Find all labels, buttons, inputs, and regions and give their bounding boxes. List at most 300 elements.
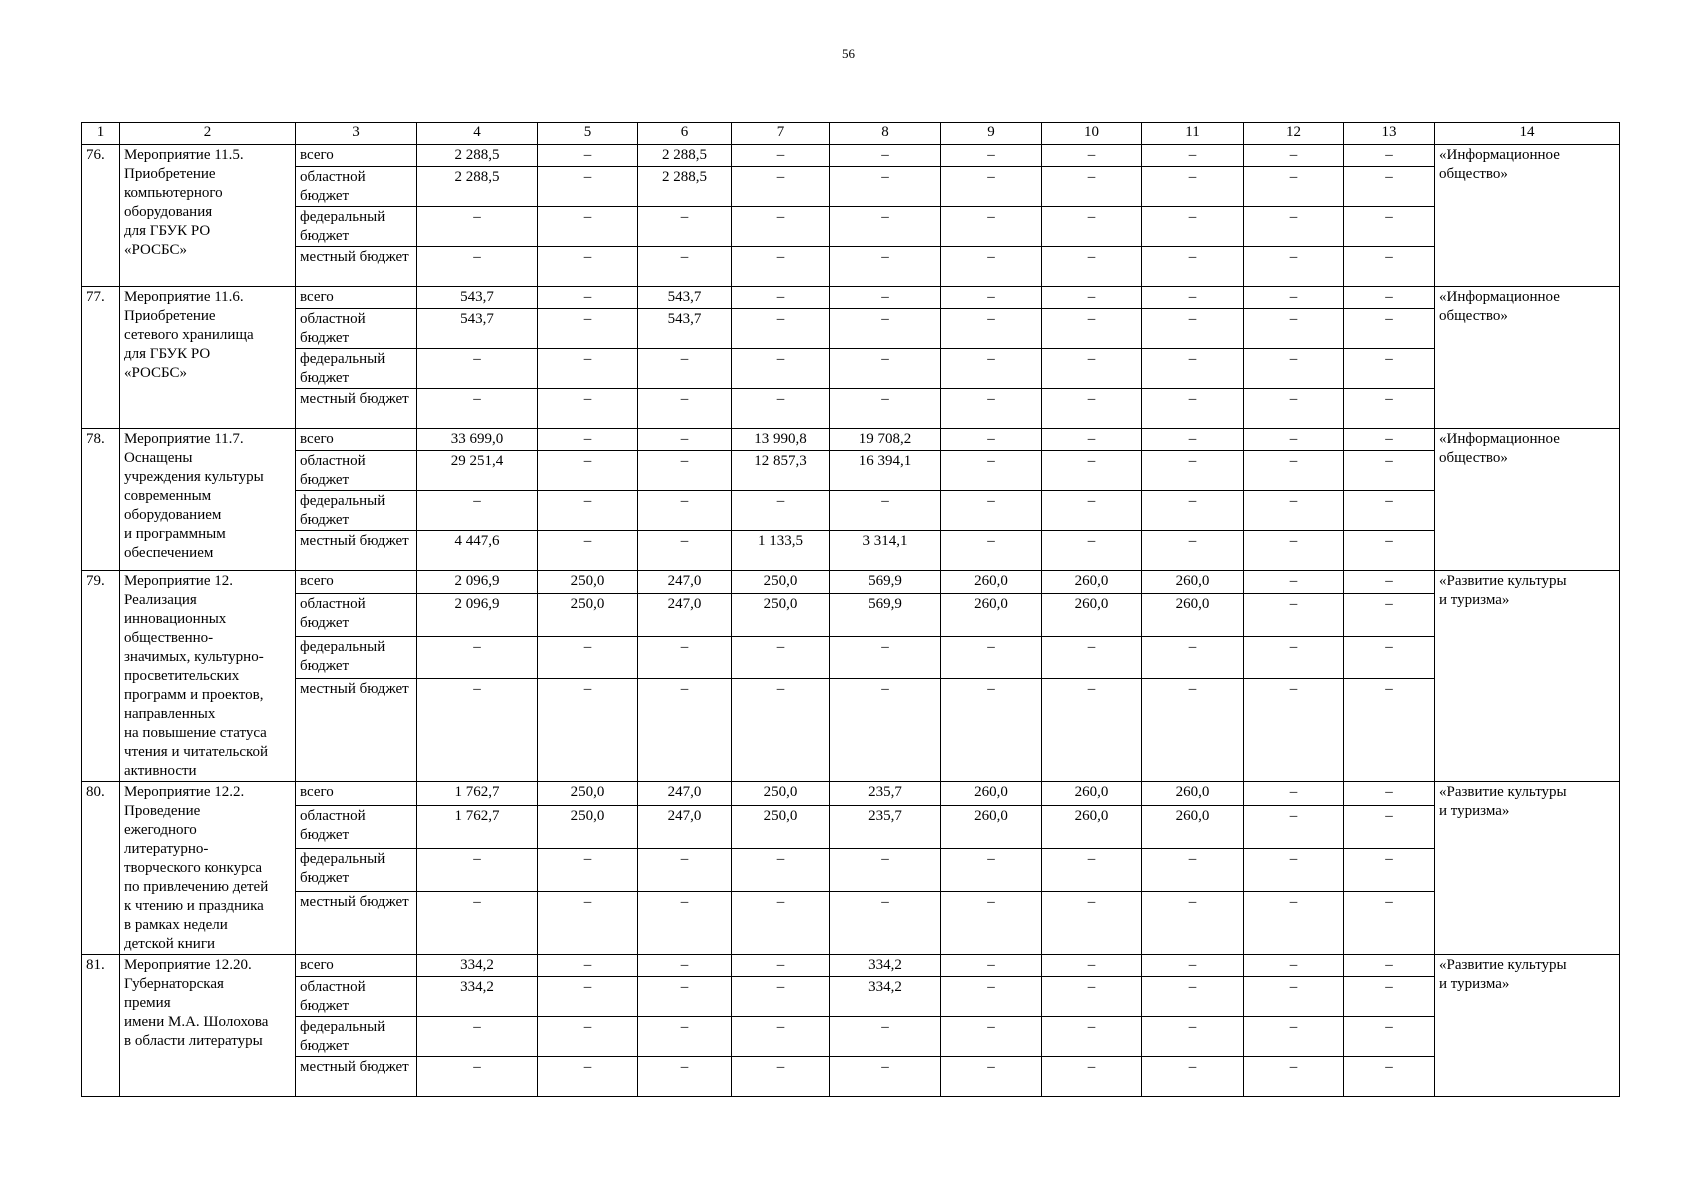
value-cell: – [1142,891,1244,954]
table-row [82,679,1620,782]
value-cell: – [1244,287,1344,309]
value-cell: – [538,167,638,207]
value-cell: 2 288,5 [417,167,538,207]
funding-source: местный бюджет [296,531,417,571]
value-cell: – [1344,207,1435,247]
value-cell: – [1142,167,1244,207]
value-cell: – [1244,977,1344,1017]
value-cell: 235,7 [830,805,941,848]
value-cell: – [1344,287,1435,309]
value-cell: – [941,891,1042,954]
value-cell: – [1244,805,1344,848]
value-cell: – [538,848,638,891]
value-cell: – [732,977,830,1017]
table-row [82,145,1620,167]
row-number: 80. [82,782,120,955]
value-cell: – [1142,636,1244,678]
value-cell: – [830,848,941,891]
value-cell: 2 288,5 [638,145,732,167]
value-cell: – [1244,247,1344,287]
value-cell: 247,0 [638,782,732,806]
value-cell: 16 394,1 [830,451,941,491]
value-cell: – [1344,891,1435,954]
value-cell: – [417,349,538,389]
value-cell: – [1244,571,1344,594]
value-cell: 260,0 [1042,805,1142,848]
value-cell: – [1344,349,1435,389]
column-header-4: 4 [417,123,538,145]
value-cell: 247,0 [638,805,732,848]
value-cell: – [417,1017,538,1057]
value-cell: – [941,451,1042,491]
column-header-6: 6 [638,123,732,145]
value-cell: – [1042,531,1142,571]
value-cell: – [1142,389,1244,429]
table-row [82,207,1620,247]
value-cell: – [538,207,638,247]
column-header-10: 10 [1042,123,1142,145]
table-row [82,955,1620,977]
funding-source: областной бюджет [296,594,417,636]
value-cell: 334,2 [830,955,941,977]
page-number: 56 [842,46,855,61]
value-cell: – [638,207,732,247]
column-header-7: 7 [732,123,830,145]
table-row [82,349,1620,389]
value-cell: 250,0 [732,594,830,636]
value-cell: – [732,287,830,309]
measure-name: Мероприятие 11.5. Приобретение компьютерного оборудования для ГБУК РО «РОСБС» [120,145,296,287]
value-cell: – [1042,891,1142,954]
value-cell: 250,0 [732,782,830,806]
value-cell: 260,0 [1042,594,1142,636]
funding-source: областной бюджет [296,309,417,349]
column-header-12: 12 [1244,123,1344,145]
value-cell: – [1142,1017,1244,1057]
value-cell: – [732,167,830,207]
value-cell: – [1244,145,1344,167]
value-cell: – [638,1017,732,1057]
value-cell: – [941,955,1042,977]
value-cell: – [1042,287,1142,309]
funding-source: местный бюджет [296,389,417,429]
value-cell: – [830,167,941,207]
row-number: 77. [82,287,120,429]
value-cell: 247,0 [638,594,732,636]
funding-source: областной бюджет [296,167,417,207]
table-row [82,309,1620,349]
row-number: 76. [82,145,120,287]
column-header-8: 8 [830,123,941,145]
value-cell: – [1142,977,1244,1017]
value-cell: – [1344,679,1435,782]
value-cell: 3 314,1 [830,531,941,571]
table-row [82,247,1620,287]
program-name: «Развитие культуры и туризма» [1435,955,1620,1097]
table-row [82,451,1620,491]
value-cell: – [830,1057,941,1097]
row-number: 79. [82,571,120,782]
value-cell: – [638,679,732,782]
funding-source: местный бюджет [296,679,417,782]
value-cell: – [1042,389,1142,429]
value-cell: – [538,679,638,782]
value-cell: – [1042,1057,1142,1097]
value-cell: – [830,389,941,429]
measure-name: Мероприятие 12.20. Губернаторская премия имени М.А. Шолохова в области литературы [120,955,296,1097]
value-cell: – [1244,594,1344,636]
column-header-3: 3 [296,123,417,145]
value-cell: – [941,1017,1042,1057]
program-name: «Развитие культуры и туризма» [1435,782,1620,955]
value-cell: 569,9 [830,571,941,594]
value-cell: – [1344,429,1435,451]
value-cell: – [1244,207,1344,247]
value-cell: – [1042,679,1142,782]
table-row [82,805,1620,848]
value-cell: – [830,145,941,167]
funding-source: всего [296,145,417,167]
funding-source: всего [296,429,417,451]
value-cell: – [638,891,732,954]
value-cell: – [638,955,732,977]
value-cell: – [1244,848,1344,891]
value-cell: – [732,848,830,891]
value-cell: 1 133,5 [732,531,830,571]
value-cell: – [1344,1017,1435,1057]
funding-source: местный бюджет [296,891,417,954]
value-cell: – [638,636,732,678]
value-cell: – [732,207,830,247]
table-row [82,571,1620,594]
value-cell: – [1344,636,1435,678]
value-cell: – [417,247,538,287]
value-cell: – [732,247,830,287]
value-cell: – [1244,451,1344,491]
table-row [82,636,1620,678]
value-cell: – [417,891,538,954]
value-cell: – [638,977,732,1017]
value-cell: – [941,207,1042,247]
value-cell: – [1142,491,1244,531]
value-cell: 250,0 [538,571,638,594]
value-cell: – [1344,782,1435,806]
value-cell: – [1042,955,1142,977]
value-cell: 260,0 [1142,805,1244,848]
program-name: «Информационное общество» [1435,287,1620,429]
value-cell: – [830,1017,941,1057]
value-cell: – [830,287,941,309]
value-cell: – [830,207,941,247]
value-cell: – [1244,636,1344,678]
value-cell: 29 251,4 [417,451,538,491]
value-cell: – [1142,1057,1244,1097]
funding-source: местный бюджет [296,1057,417,1097]
header-row [82,123,1620,145]
value-cell: 1 762,7 [417,805,538,848]
table-row [82,287,1620,309]
value-cell: – [941,491,1042,531]
value-cell: – [1142,531,1244,571]
value-cell: – [1244,309,1344,349]
value-cell: – [830,636,941,678]
value-cell: – [638,429,732,451]
value-cell: 543,7 [638,287,732,309]
funding-source: областной бюджет [296,805,417,848]
value-cell: – [538,349,638,389]
value-cell: – [1142,848,1244,891]
value-cell: – [417,207,538,247]
value-cell: – [538,429,638,451]
value-cell: 260,0 [941,782,1042,806]
table-row [82,429,1620,451]
value-cell: – [1244,349,1344,389]
value-cell: – [638,247,732,287]
value-cell: – [830,491,941,531]
value-cell: – [1344,571,1435,594]
value-cell: – [638,451,732,491]
value-cell: – [1042,309,1142,349]
value-cell: – [732,1017,830,1057]
value-cell: 4 447,6 [417,531,538,571]
value-cell: 260,0 [1042,571,1142,594]
value-cell: – [1042,848,1142,891]
value-cell: – [941,679,1042,782]
value-cell: – [538,389,638,429]
value-cell: – [538,891,638,954]
value-cell: – [941,389,1042,429]
value-cell: 334,2 [830,977,941,1017]
measure-name: Мероприятие 12. Реализация инновационных общественно- значимых, культурно- просветительских программ и проектов, направленных на повышение статуса чтения и читательской активности [120,571,296,782]
value-cell: – [732,955,830,977]
value-cell: – [1344,145,1435,167]
value-cell: – [638,491,732,531]
value-cell: – [1344,167,1435,207]
value-cell: – [732,145,830,167]
value-cell: 543,7 [417,309,538,349]
row-number: 81. [82,955,120,1097]
value-cell: – [1042,977,1142,1017]
value-cell: 569,9 [830,594,941,636]
value-cell: – [1042,451,1142,491]
value-cell: 2 096,9 [417,594,538,636]
value-cell: – [941,247,1042,287]
funding-source: федеральный бюджет [296,491,417,531]
value-cell: – [638,848,732,891]
value-cell: – [638,349,732,389]
value-cell: – [941,848,1042,891]
value-cell: – [1042,1017,1142,1057]
value-cell: – [538,247,638,287]
value-cell: – [941,287,1042,309]
value-cell: – [638,531,732,571]
value-cell: – [1042,167,1142,207]
value-cell: – [1142,247,1244,287]
value-cell: – [1042,636,1142,678]
column-header-9: 9 [941,123,1042,145]
value-cell: – [1042,247,1142,287]
program-name: «Развитие культуры и туризма» [1435,571,1620,782]
value-cell: – [1042,145,1142,167]
value-cell: – [1244,429,1344,451]
value-cell: 260,0 [1142,571,1244,594]
value-cell: – [941,977,1042,1017]
value-cell: – [1142,309,1244,349]
value-cell: 250,0 [538,805,638,848]
table-row [82,594,1620,636]
table-row [82,782,1620,806]
value-cell: – [538,287,638,309]
value-cell: 2 096,9 [417,571,538,594]
funding-source: федеральный бюджет [296,1017,417,1057]
value-cell: – [1142,349,1244,389]
value-cell: – [1344,848,1435,891]
value-cell: 247,0 [638,571,732,594]
value-cell: – [1344,451,1435,491]
value-cell: – [1142,287,1244,309]
funding-source: федеральный бюджет [296,848,417,891]
value-cell: 260,0 [941,571,1042,594]
value-cell: – [1142,679,1244,782]
value-cell: 12 857,3 [732,451,830,491]
value-cell: – [538,309,638,349]
value-cell: – [1244,167,1344,207]
value-cell: – [941,531,1042,571]
funding-source: федеральный бюджет [296,349,417,389]
row-number: 78. [82,429,120,571]
value-cell: 250,0 [732,805,830,848]
funding-source: всего [296,287,417,309]
value-cell: – [1244,955,1344,977]
value-cell: 260,0 [1142,782,1244,806]
value-cell: – [941,167,1042,207]
value-cell: – [1344,955,1435,977]
measure-name: Мероприятие 11.7. Оснащены учреждения культуры современным оборудованием и программным обеспечением [120,429,296,571]
value-cell: – [417,389,538,429]
value-cell: – [1344,309,1435,349]
value-cell: 1 762,7 [417,782,538,806]
value-cell: 543,7 [417,287,538,309]
value-cell: – [732,1057,830,1097]
table-row [82,531,1620,571]
value-cell: – [732,309,830,349]
funding-source: местный бюджет [296,247,417,287]
value-cell: – [638,1057,732,1097]
value-cell: 334,2 [417,977,538,1017]
value-cell: – [538,977,638,1017]
value-cell: 250,0 [732,571,830,594]
value-cell: – [732,349,830,389]
table-row [82,1017,1620,1057]
value-cell: – [538,955,638,977]
value-cell: – [1344,1057,1435,1097]
value-cell: – [1344,805,1435,848]
value-cell: 260,0 [941,594,1042,636]
value-cell: – [538,1057,638,1097]
value-cell: – [941,636,1042,678]
value-cell: 260,0 [941,805,1042,848]
value-cell: – [417,491,538,531]
value-cell: 13 990,8 [732,429,830,451]
table-row [82,891,1620,954]
value-cell: – [732,679,830,782]
table-row [82,167,1620,207]
column-header-1: 1 [82,123,120,145]
column-header-11: 11 [1142,123,1244,145]
value-cell: – [417,636,538,678]
value-cell: – [1344,977,1435,1017]
funding-source: всего [296,782,417,806]
value-cell: – [1042,207,1142,247]
value-cell: – [732,491,830,531]
funding-source: федеральный бюджет [296,207,417,247]
column-header-5: 5 [538,123,638,145]
table-row [82,848,1620,891]
value-cell: 334,2 [417,955,538,977]
value-cell: – [538,1017,638,1057]
value-cell: – [1142,451,1244,491]
value-cell: – [1244,531,1344,571]
value-cell: 2 288,5 [417,145,538,167]
column-header-13: 13 [1344,123,1435,145]
value-cell: 260,0 [1142,594,1244,636]
value-cell: – [1142,429,1244,451]
funding-source: всего [296,955,417,977]
value-cell: – [1142,145,1244,167]
value-cell: 543,7 [638,309,732,349]
value-cell: – [538,636,638,678]
value-cell: – [941,145,1042,167]
value-cell: – [941,349,1042,389]
measure-name: Мероприятие 11.6. Приобретение сетевого хранилища для ГБУК РО «РОСБС» [120,287,296,429]
value-cell: – [830,247,941,287]
funding-source: федеральный бюджет [296,636,417,678]
value-cell: – [1142,955,1244,977]
value-cell: – [830,679,941,782]
value-cell: – [1042,429,1142,451]
value-cell: 33 699,0 [417,429,538,451]
funding-source: областной бюджет [296,977,417,1017]
value-cell: – [538,451,638,491]
value-cell: – [830,891,941,954]
value-cell: – [1344,531,1435,571]
value-cell: – [941,1057,1042,1097]
value-cell: – [1344,594,1435,636]
program-name: «Информационное общество» [1435,429,1620,571]
value-cell: – [1344,247,1435,287]
value-cell: – [941,309,1042,349]
value-cell: – [417,848,538,891]
value-cell: – [638,389,732,429]
funding-source: всего [296,571,417,594]
column-header-2: 2 [120,123,296,145]
value-cell: – [1244,1057,1344,1097]
value-cell: – [417,1057,538,1097]
value-cell: – [538,491,638,531]
value-cell: 235,7 [830,782,941,806]
value-cell: – [732,891,830,954]
value-cell: – [538,145,638,167]
value-cell: – [417,679,538,782]
value-cell: – [1042,491,1142,531]
value-cell: – [1244,679,1344,782]
value-cell: – [732,636,830,678]
table-row [82,1057,1620,1097]
table-row [82,491,1620,531]
value-cell: – [830,309,941,349]
program-name: «Информационное общество» [1435,145,1620,287]
budget-table [81,122,1620,1097]
